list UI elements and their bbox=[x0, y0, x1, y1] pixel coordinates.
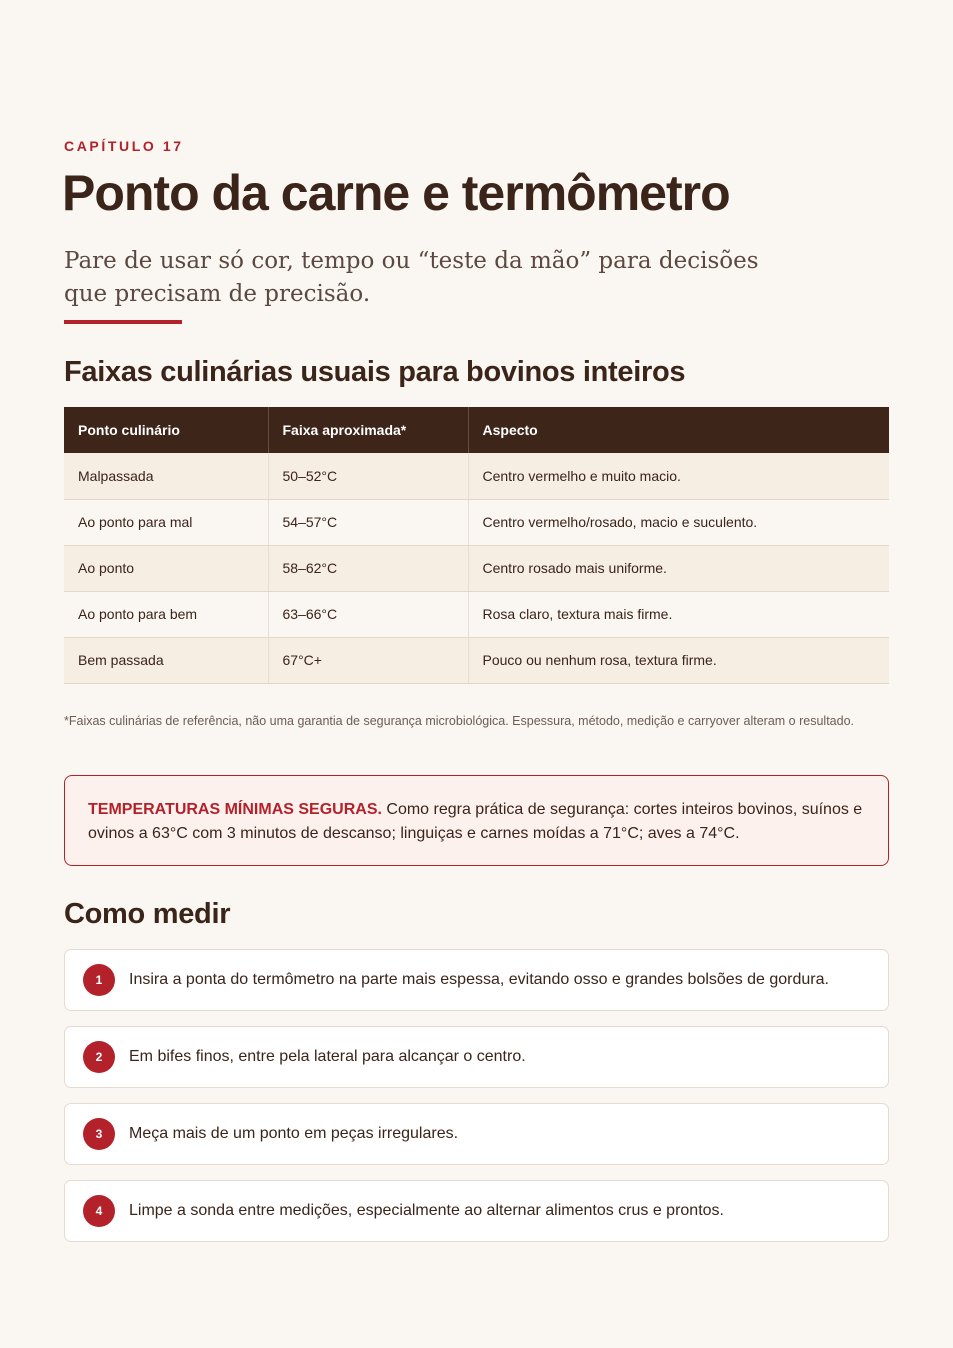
cell-point: Malpassada bbox=[64, 453, 268, 499]
page-title: Ponto da carne e termômetro bbox=[62, 165, 730, 221]
cell-range: 50–52°C bbox=[268, 453, 468, 499]
step-item bbox=[64, 1180, 889, 1242]
cell-range: 63–66°C bbox=[268, 591, 468, 637]
safety-alert bbox=[64, 775, 889, 866]
cell-aspect: Centro vermelho/rosado, macio e suculento. bbox=[468, 499, 889, 545]
table-footnote: *Faixas culinárias de referência, não uma garantia de segurança microbiológica. Espessura, método, medição e carryover alteram o resultado. bbox=[64, 714, 854, 728]
cell-point: Ao ponto bbox=[64, 545, 268, 591]
cell-aspect: Centro vermelho e muito macio. bbox=[468, 453, 889, 499]
cell-point: Ao ponto para bem bbox=[64, 591, 268, 637]
cell-aspect: Centro rosado mais uniforme. bbox=[468, 545, 889, 591]
step-text: Limpe a sonda entre medições, especialmente ao alternar alimentos crus e prontos. bbox=[129, 1202, 724, 1219]
column-header-point: Ponto culinário bbox=[64, 407, 268, 453]
cell-range: 58–62°C bbox=[268, 545, 468, 591]
table-row bbox=[64, 453, 889, 499]
measure-steps bbox=[64, 949, 889, 1257]
step-text: Meça mais de um ponto em peças irregulares. bbox=[129, 1125, 459, 1142]
step-item bbox=[64, 1103, 889, 1165]
table-row bbox=[64, 499, 889, 545]
cell-range: 54–57°C bbox=[268, 499, 468, 545]
step-item bbox=[64, 1026, 889, 1088]
table-header-row bbox=[64, 407, 889, 453]
measure-heading: Como medir bbox=[64, 898, 231, 930]
step-number-badge: 4 bbox=[83, 1195, 115, 1227]
accent-rule bbox=[64, 320, 182, 324]
step-text: Insira a ponta do termômetro na parte mais espessa, evitando osso e grandes bolsões de gordura. bbox=[129, 971, 829, 988]
cell-aspect: Pouco ou nenhum rosa, textura firme. bbox=[468, 637, 889, 683]
column-header-aspect: Aspecto bbox=[468, 407, 889, 453]
chapter-kicker: CAPÍTULO 17 bbox=[64, 138, 184, 154]
table-row bbox=[64, 591, 889, 637]
alert-text: Como regra prática de segurança: cortes inteiros bovinos, suínos e ovinos a 63°C com 3 minutos de descanso; linguiças e carnes moídas a 71°C; aves a 74°C. bbox=[88, 801, 863, 842]
cell-point: Ao ponto para mal bbox=[64, 499, 268, 545]
column-header-range: Faixa aproximada* bbox=[268, 407, 468, 453]
table-row bbox=[64, 637, 889, 683]
step-number-badge: 1 bbox=[83, 964, 115, 996]
ranges-heading: Faixas culinárias usuais para bovinos inteiros bbox=[64, 356, 686, 388]
step-number-badge: 2 bbox=[83, 1041, 115, 1073]
cell-point: Bem passada bbox=[64, 637, 268, 683]
cell-aspect: Rosa claro, textura mais firme. bbox=[468, 591, 889, 637]
page-subtitle: Pare de usar só cor, tempo ou “teste da mão” para decisões que precisam de precisão. bbox=[64, 248, 759, 307]
step-item bbox=[64, 949, 889, 1011]
step-text: Em bifes finos, entre pela lateral para alcançar o centro. bbox=[129, 1048, 526, 1065]
alert-label: TEMPERATURAS MÍNIMAS SEGURAS. bbox=[88, 801, 382, 818]
table-row bbox=[64, 545, 889, 591]
cell-range: 67°C+ bbox=[268, 637, 468, 683]
step-number-badge: 3 bbox=[83, 1118, 115, 1150]
doneness-table bbox=[64, 407, 889, 684]
